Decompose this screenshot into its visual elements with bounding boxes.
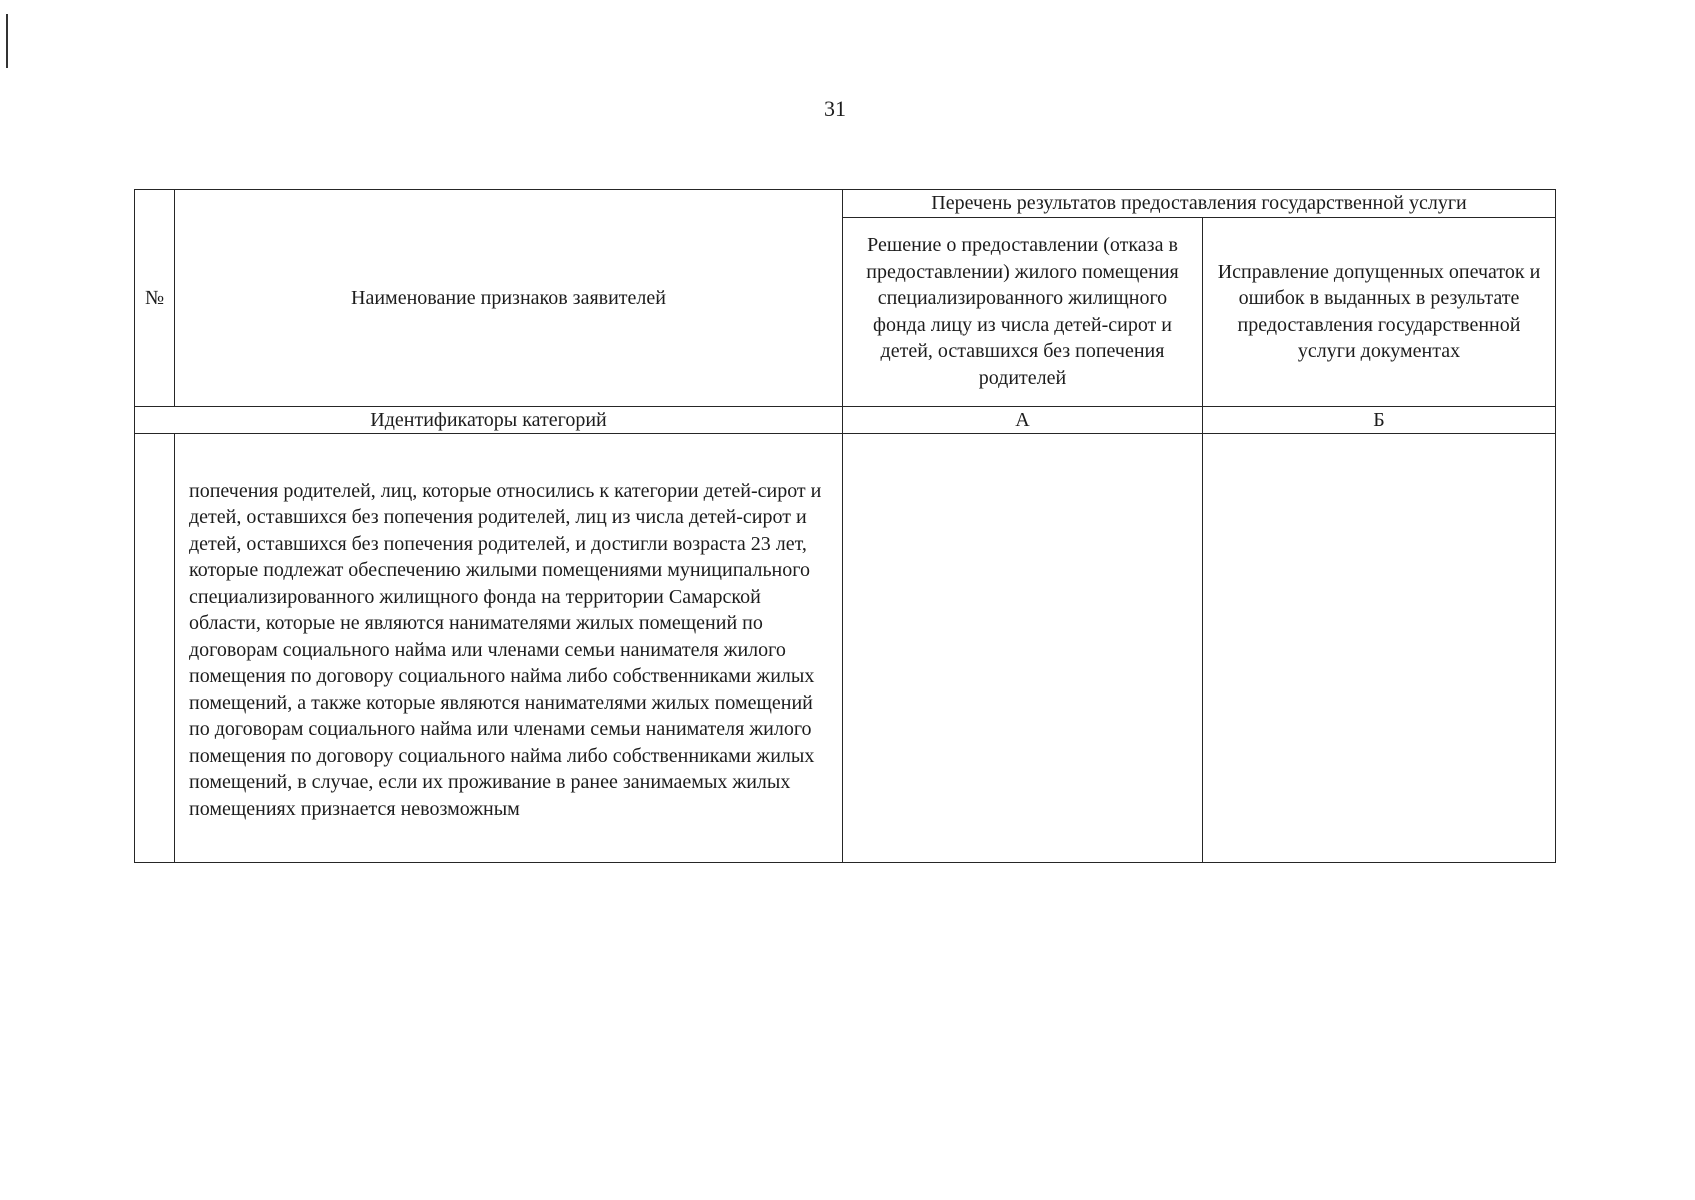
page-number: 31 xyxy=(824,96,846,121)
identifier-b: Б xyxy=(1373,408,1385,431)
row-col-a-cell xyxy=(843,434,1203,863)
header-col-b-label: Исправление допущенных опечаток и ошибок в выданных в результате предоставления государственной услуги документах xyxy=(1217,260,1541,362)
header-col-a-label: Решение о предоставлении (отказа в предоставлении) жилого помещения специализированного жилищного фонда лицу из числа детей-сирот и детей, оставшихся без попечения родителей xyxy=(866,234,1179,389)
header-num-cell xyxy=(135,190,175,407)
row-num-cell xyxy=(135,434,175,863)
row-col-b-cell xyxy=(1203,434,1556,863)
header-num-label: № xyxy=(144,286,165,309)
header-name-cell xyxy=(175,190,843,407)
header-col-b-cell xyxy=(1203,217,1556,406)
table-row xyxy=(135,434,1556,863)
identifier-a: А xyxy=(1015,408,1030,431)
identifiers-label-cell xyxy=(135,406,843,434)
header-group-cell xyxy=(843,190,1556,218)
identifiers-label: Идентификаторы категорий xyxy=(370,408,607,431)
header-row-group xyxy=(135,190,1556,218)
identifiers-row xyxy=(135,406,1556,434)
header-name-label: Наименование признаков заявителей xyxy=(351,286,666,309)
results-table xyxy=(134,189,1556,863)
margin-mark xyxy=(6,14,8,68)
row-text: попечения родителей, лиц, которые относились к категории детей-сирот и детей, оставшихся без попечения родителей, лиц из числа детей-сирот и детей, оставшихся без попечения родителей, и достигли возраста 23 лет, которые подлежат обеспечению жилыми помещениями муниципального специализированного жилищного фонда на территории Самарской области, которые не являются нанимателями жилых помещений по договорам социального найма или членами семьи нанимателя жилого помещения по договору социального найма либо собственниками жилых помещений, а также которые являются нанимателями жилых помещений по договорам социального найма или членами семьи нанимателя жилого помещения по договору социального найма либо собственниками жилых помещений, в случае, если их проживание в ранее занимаемых жилых помещениях признается невозможным xyxy=(189,479,822,820)
header-col-a-cell xyxy=(843,217,1203,406)
row-text-cell xyxy=(175,434,843,863)
header-group-label: Перечень результатов предоставления государственной услуги xyxy=(931,192,1467,214)
identifier-b-cell xyxy=(1203,406,1556,434)
identifier-a-cell xyxy=(843,406,1203,434)
